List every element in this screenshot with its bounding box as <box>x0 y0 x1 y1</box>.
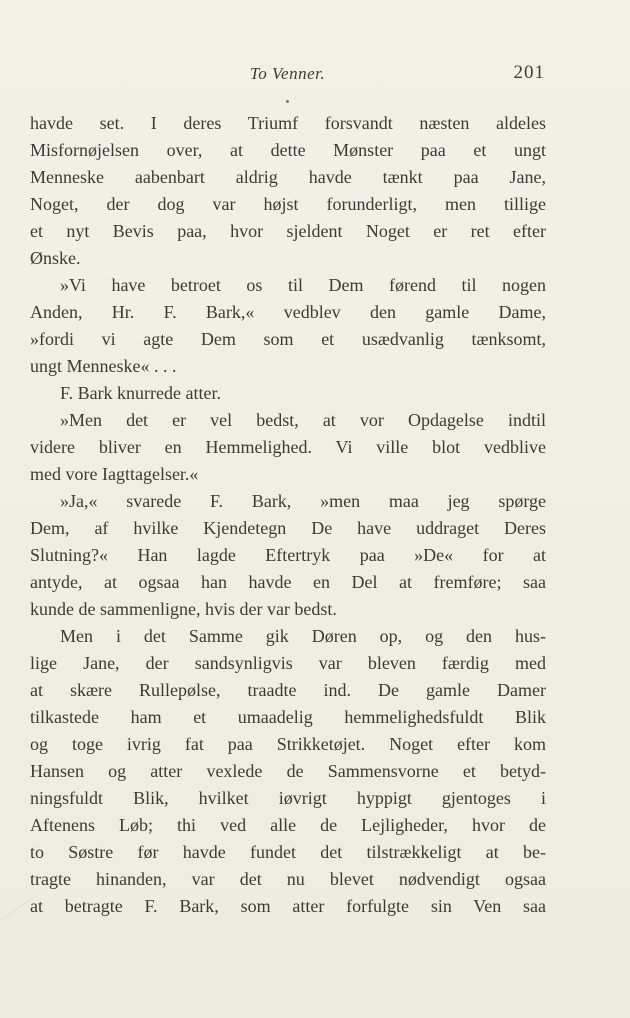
text-line: med vore Iagttagelser.« <box>30 464 199 484</box>
running-title: To Venner. <box>249 64 326 83</box>
text-line: »Vi have betroet os til Dem førend til nogen <box>60 275 546 295</box>
ornament-dot <box>286 100 289 103</box>
text-line: lige Jane, der sandsynligvis var bleven færdig med <box>30 653 546 673</box>
text-line: F. Bark knurrede atter. <box>60 383 222 403</box>
text-line: Ønske. <box>30 248 81 268</box>
page-number: 201 <box>513 62 545 83</box>
text-line: Hansen og atter vexlede de Sammensvorne et betyd- <box>30 761 546 781</box>
text-line: Aftenens Løb; thi ved alle de Lejligheder, hvor de <box>30 815 546 835</box>
text-line: tragte hinanden, var det nu blevet nødvendigt ogsaa <box>30 869 546 889</box>
text-line: at betragte F. Bark, som atter forfulgte sin Ven saa <box>30 896 546 916</box>
text-line: Menneske aabenbart aldrig havde tænkt paa Jane, <box>30 167 546 187</box>
text-line: videre bliver en Hemmelighed. Vi ville blot vedblive <box>30 437 546 457</box>
text-line: at skære Rullepølse, traadte ind. De gamle Damer <box>30 680 546 700</box>
text-line: havde set. I deres Triumf forsvandt næsten aldeles <box>30 113 546 133</box>
text-line: »Ja,« svarede F. Bark, »men maa jeg spørge <box>60 491 546 511</box>
text-line: to Søstre før havde fundet det tilstrækkeligt at be- <box>30 842 546 862</box>
text-line: kunde de sammenligne, hvis der var bedst. <box>30 599 337 619</box>
text-line: Slutning?« Han lagde Eftertryk paa »De« for at <box>30 545 546 565</box>
text-line: antyde, at ogsaa han havde en Del at fremføre; saa <box>30 572 546 592</box>
body-text <box>30 110 546 920</box>
text-line: Dem, af hvilke Kjendetegn De have uddraget Deres <box>30 518 546 538</box>
text-line: »Men det er vel bedst, at vor Opdagelse indtil <box>60 410 546 430</box>
text-line: Misfornøjelsen over, at dette Mønster paa et ungt <box>30 140 546 160</box>
text-line: Anden, Hr. F. Bark,« vedblev den gamle Dame, <box>30 302 546 322</box>
text-line: Noget, der dog var højst forunderligt, men tillige <box>30 194 546 214</box>
text-line: og toge ivrig fat paa Strikketøjet. Noget efter kom <box>30 734 546 754</box>
text-line: ungt Menneske« . . . <box>30 356 177 376</box>
text-line: »fordi vi agte Dem som et usædvanlig tænksomt, <box>30 329 546 349</box>
text-line: Men i det Samme gik Døren op, og den hus- <box>60 626 546 646</box>
running-head <box>30 62 545 86</box>
text-line: ningsfuldt Blik, hvilket iøvrigt hyppigt gjentoges i <box>30 788 546 808</box>
text-line: tilkastede ham et umaadelig hemmelighedsfuldt Blik <box>30 707 546 727</box>
text-line: et nyt Bevis paa, hvor sjeldent Noget er ret efter <box>30 221 546 241</box>
